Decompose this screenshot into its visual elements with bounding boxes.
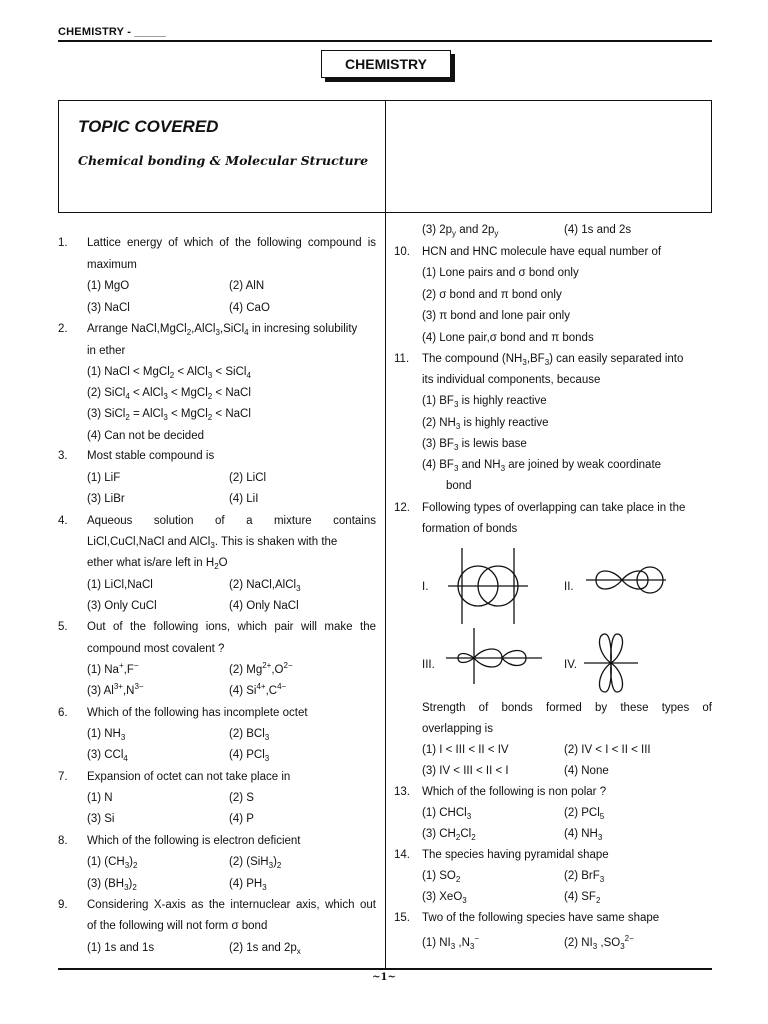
q1-option-2: (2) AlN <box>229 280 265 292</box>
q13-option-4: (4) $NH_3$ <box>564 828 603 842</box>
q14-option-2: (2) BrF$_3$ <box>564 870 605 884</box>
orbital-figure-4 <box>584 632 638 694</box>
q2-option-1: (1) NaCl < MgCl$_2$ < AlCl$_3$ < SiCl$_4$ <box>87 366 251 380</box>
q12-statement-line1: Strength of bonds formed by these types of <box>422 702 712 714</box>
q8-text: Which of the following is electron deficient <box>87 835 301 847</box>
q1-text-line1: Lattice energy of which of the following compound is <box>87 237 376 249</box>
q10-option-4: (4) Lone pair,σ bond and π bonds <box>422 332 594 344</box>
q12-option-3: (3) IV < III < II < I <box>422 765 509 777</box>
q14-option-4: (4) $SF_2$ <box>564 891 601 905</box>
q10-option-2: (2) σ bond and π bond only <box>422 289 562 301</box>
fig-label-1: I. <box>422 581 429 593</box>
q4-text-line2: LiCl,CuCl,NaCl and AlCl$_3$. This is shaken with the <box>87 536 338 550</box>
q15-number: 15. <box>394 912 410 924</box>
q1-number: 1. <box>58 237 68 249</box>
q13-text: Which of the following is non polar ? <box>422 786 607 798</box>
q12-option-4: (4) None <box>564 765 609 777</box>
q14-option-3: (3) XeO$_3$ <box>422 891 467 905</box>
q7-option-2: (2) S <box>229 792 254 804</box>
q9-option-2: (2) 1s and $2p_x$ <box>229 942 301 956</box>
header-label: CHEMISTRY - _____ <box>58 26 166 38</box>
q5-text-line1: Out of the following ions, which pair will make the <box>87 621 376 633</box>
q10-option-1: (1) Lone pairs and σ bond only <box>422 267 579 279</box>
q14-text: The species having pyramidal shape <box>422 849 609 861</box>
q12-number: 12. <box>394 502 410 514</box>
q8-option-2: (2) $(SiH_3)_2$ <box>229 856 282 870</box>
q6-option-2: (2) BCl$_3$ <box>229 728 270 742</box>
q3-number: 3. <box>58 450 68 462</box>
q10-text: HCN and HNC molecule have equal number of <box>422 246 662 258</box>
topic-heading: TOPIC COVERED <box>78 117 219 136</box>
q8-option-4: (4) $PH_3$ <box>229 878 267 892</box>
q5-option-1: (1) Na+,F− <box>87 661 139 676</box>
orbital-figure-3 <box>446 628 542 684</box>
q15-text: Two of the following species have same shape <box>422 912 660 924</box>
q6-option-1: (1) $NH_3$ <box>87 728 126 742</box>
q3-option-1: (1) LiF <box>87 472 121 484</box>
orbital-figure-2 <box>586 558 666 602</box>
q7-option-1: (1) N <box>87 792 113 804</box>
q7-number: 7. <box>58 771 68 783</box>
topic-divider <box>385 100 386 212</box>
q12-text-line1: Following types of overlapping can take place in the <box>422 502 686 514</box>
q5-text-line2: compound most covalent ? <box>87 643 225 655</box>
q6-text: Which of the following has incomplete octet <box>87 707 308 719</box>
q11-option-3: (3) $BF_3$ is lewis base <box>422 438 527 452</box>
q4-option-1: (1) LiCl,NaCl <box>87 579 153 591</box>
q2-text-line1: Arrange NaCl,MgCl$_2$,AlCl$_3$,SiCl$_4$ in incresing solubility <box>87 323 358 337</box>
fig-label-4: IV. <box>564 659 578 671</box>
q11-option-2: (2) $NH_3$ is highly reactive <box>422 417 549 431</box>
q15-option-2: (2) $NI_3$ $,SO_3^{2-}$ <box>564 934 634 951</box>
q6-option-4: (4) PCl$_3$ <box>229 749 270 763</box>
q4-option-4: (4) Only NaCl <box>229 600 299 612</box>
q6-option-3: (3) CCl$_4$ <box>87 749 128 763</box>
footer-rule <box>58 968 712 970</box>
q10-option-3: (3) π bond and lone pair only <box>422 310 570 322</box>
q13-option-2: (2) PCl$_5$ <box>564 807 605 821</box>
q8-option-3: (3) $(BH_3)_2$ <box>87 878 137 892</box>
q14-option-1: (1) $SO_2$ <box>422 870 461 884</box>
q9-number: 9. <box>58 899 68 911</box>
q3-option-3: (3) LiBr <box>87 493 125 505</box>
q13-option-1: (1) CHCl$_3$ <box>422 807 472 821</box>
q11-option-1: (1) $BF_3$ is highly reactive <box>422 395 547 409</box>
q7-option-3: (3) Si <box>87 813 115 825</box>
q9-option-4: (4) 1s and 2s <box>564 224 632 236</box>
q2-number: 2. <box>58 323 68 335</box>
q1-text-line2: maximum <box>87 259 137 271</box>
sigma-symbol: σ <box>231 920 239 932</box>
q13-option-3: (3) $CH_2Cl_2$ <box>422 828 476 842</box>
q4-text-line3: ether what is/are left in $H_2O$ <box>87 557 228 571</box>
orbital-figure-1 <box>448 548 528 624</box>
q12-option-2: (2) IV < I < II < III <box>564 744 651 756</box>
q2-option-2: (2) SiCl$_4$ < AlCl$_3$ < MgCl$_2$ < NaCl <box>87 387 251 401</box>
q4-option-3: (3) Only CuCl <box>87 600 157 612</box>
q3-option-4: (4) LiI <box>229 493 259 505</box>
q8-number: 8. <box>58 835 68 847</box>
q15-option-1: (1) $NI_3$ $,N_3^-$ <box>422 934 480 951</box>
q5-option-2: (2) $Mg^{2+},O^{2-}$ <box>229 661 293 676</box>
q8-option-1: (1) $(CH_3)_2$ <box>87 856 138 870</box>
q4-option-2: (2) NaCl,AlCl$_3$ <box>229 579 301 593</box>
q12-text-line2: formation of bonds <box>422 523 518 535</box>
q2-option-3: (3) SiCl$_2$ = AlCl$_3$ < MgCl$_2$ < NaCl <box>87 408 251 422</box>
q3-text: Most stable compound is <box>87 450 215 462</box>
q11-text-line1: The compound $(NH_3,BF_3)$ can easily separated into <box>422 353 684 367</box>
q1-option-3: (3) NaCl <box>87 302 130 314</box>
fig-label-2: II. <box>564 581 574 593</box>
q1-option-1: (1) MgO <box>87 280 130 292</box>
q5-option-3: (3) $Al^{3+},N^{3-}$ <box>87 682 144 697</box>
q2-option-4: (4) Can not be decided <box>87 430 204 442</box>
q9-text-line1: Considering X-axis as the internuclear axis, which out <box>87 899 376 911</box>
q11-number: 11. <box>394 353 410 365</box>
q11-text-line2: its individual components, because <box>422 374 601 386</box>
q7-option-4: (4) P <box>229 813 254 825</box>
q14-number: 14. <box>394 849 410 861</box>
q4-text-line1: Aqueous solution of a mixture contains <box>87 515 376 527</box>
header-rule <box>58 40 712 42</box>
q9-text-line2: of the following will not form σ bond <box>87 920 268 932</box>
q2-text-line2: in ether <box>87 345 126 357</box>
q3-option-2: (2) LiCl <box>229 472 267 484</box>
column-divider <box>385 212 386 968</box>
q4-number: 4. <box>58 515 68 527</box>
q7-text: Expansion of octet can not take place in <box>87 771 291 783</box>
q10-number: 10. <box>394 246 410 258</box>
fig-label-3: III. <box>422 659 435 671</box>
page-title: CHEMISTRY <box>321 50 451 78</box>
q5-option-4: (4) $Si^{4+},C^{4-}$ <box>229 682 287 697</box>
q6-number: 6. <box>58 707 68 719</box>
q12-option-1: (1) I < III < II < IV <box>422 744 509 756</box>
q5-number: 5. <box>58 621 68 633</box>
q1-option-4: (4) CaO <box>229 302 270 314</box>
q11-option-4: (4) $BF_3$ and $NH_3$ are joined by weak coordinate <box>422 459 662 473</box>
q12-statement-line2: overlapping is <box>422 723 493 735</box>
q13-number: 13. <box>394 786 410 798</box>
page-number: ~1~ <box>372 972 396 983</box>
q9-option-1: (1) 1s and 1s <box>87 942 155 954</box>
q11-option-4-line2: bond <box>446 480 472 492</box>
topic-subtitle: Chemical bonding & Molecular Structure <box>78 153 369 168</box>
q9-option-3: (3) $2p_y$ and $2p_y$ <box>422 224 499 238</box>
